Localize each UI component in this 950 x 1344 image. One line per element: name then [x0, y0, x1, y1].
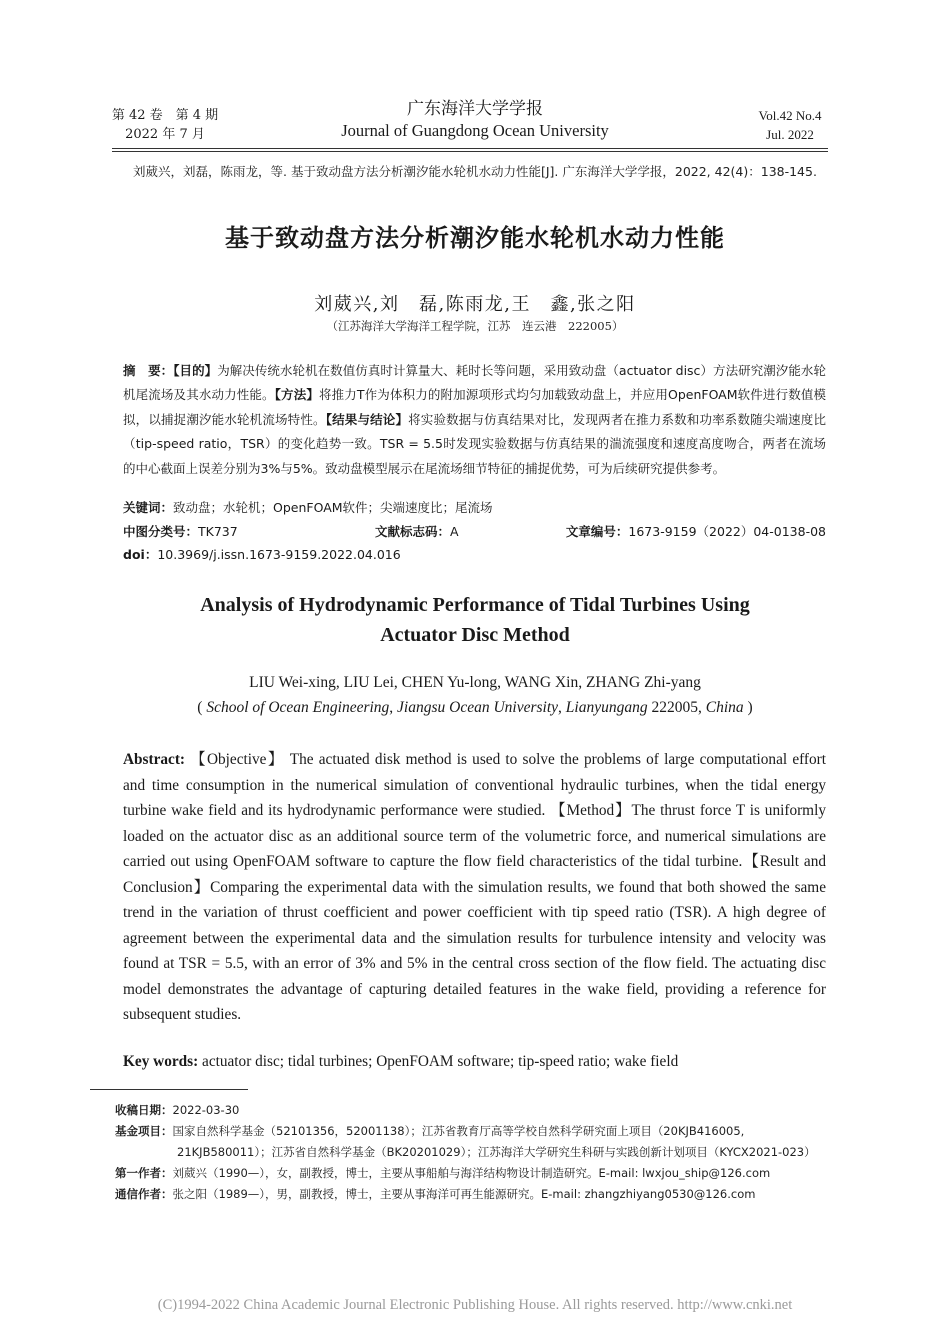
authors-en: LIU Wei-xing, LIU Lei, CHEN Yu-long, WANG Xin, ZHANG Zhi-yang	[249, 674, 701, 691]
volume-issue-en: Vol.42 No.4	[758, 108, 822, 123]
affil-school: School of Ocean Engineering	[206, 699, 390, 716]
text-objective-en: The actuated disk method is used to solve the problems of large computational effort and time consumption in the numerical simulation of conventional hydraulic turbines, when the tidal energy turbine wake field and its hydrodynamic performance were studied.	[123, 751, 827, 819]
keywords-label-en: Key words:	[123, 1053, 199, 1070]
keywords-cn	[123, 497, 826, 519]
issue-info-en	[755, 106, 825, 144]
paper-title-en	[125, 590, 825, 650]
affiliation-cn: （江苏海洋大学海洋工程学院，江苏 连云港 222005）	[326, 319, 624, 333]
footnote-first-author	[115, 1163, 830, 1184]
text-result-cn: 将实验数据与仿真结果对比，发现两者在推力系数和功率系数随尖端速度比（tip-speed ratio，TSR）的变化趋势一致。TSR = 5.5时发现实验数据与仿真结果的湍流强度和速度高度吻合，两者在流场的中心截面上误差分别为3%与5%。致动盘模型展示在尾流场细节特征的捕捉优势，可为后续研究提供参考。	[123, 411, 826, 476]
tag-result-cn: 【结果与结论】	[325, 411, 409, 427]
classification-line	[123, 521, 826, 543]
tag-objective-en: 【Objective】	[190, 751, 285, 768]
doccode-value: A	[450, 524, 459, 539]
affil-city: Lianyungang	[565, 699, 648, 716]
footnote-fund	[115, 1121, 830, 1163]
text-result-en: Comparing the experimental data with the simulation results, we found that both showed the same trend in the variation of thrust coefficient and power coefficient with tip speed ratio (TSR). A high degree of agreement between the experimental data and the simulation results for turbulence intensity and velocity was found at TSR = 5.5, with an error of 3% and 5% in the central cross section of the flow field. The actuating disc model demonstrates the advantage of capturing detailed features in the wake field, providing a reference for subsequent studies.	[123, 878, 826, 1023]
journal-name-en: Journal of Guangdong Ocean University	[341, 121, 609, 140]
tag-method-en: 【Method】	[550, 802, 632, 819]
footnote-received	[115, 1100, 830, 1121]
received-label: 收稿日期：	[115, 1103, 173, 1117]
journal-name-cn: 广东海洋大学学报	[407, 99, 543, 119]
issue-info-cn	[110, 106, 220, 144]
paper-title-en-line1: Analysis of Hydrodynamic Performance of Tidal Turbines Using	[200, 594, 750, 616]
doi-value: 10.3969/j.issn.1673-9159.2022.04.016	[157, 547, 401, 562]
keywords-value-en: actuator disc; tidal turbines; OpenFOAM software; tip-speed ratio; wake field	[202, 1053, 679, 1070]
affil-zip: 222005	[647, 699, 698, 716]
tag-result-en: 【Result and Conclusion】	[123, 853, 826, 896]
authors-cn: 刘葳兴,刘 磊,陈雨龙,王 鑫,张之阳	[314, 294, 636, 315]
abstract-en	[123, 747, 826, 1028]
fund-label: 基金项目：	[115, 1124, 173, 1138]
volume-issue-cn: 第 42 卷 第 4 期	[111, 108, 219, 123]
doi-line	[123, 544, 826, 566]
abstract-label-en: Abstract:	[123, 751, 186, 768]
first-author-label: 第一作者：	[115, 1166, 173, 1180]
first-author-value: 刘葳兴（1990—），女，副教授，博士，主要从事船舶与海洋结构物设计制造研究。E-mail: lwxjou_ship@126.com	[172, 1166, 771, 1180]
fund-line1: 国家自然科学基金（52101356，52001138）；江苏省教育厅高等学校自然科学研究面上项目（20KJB416005,	[172, 1124, 745, 1138]
date-cn: 2022 年 7 月	[125, 127, 205, 142]
corresponding-author-label: 通信作者：	[115, 1187, 173, 1201]
fund-line2: 21KJB580011）；江苏省自然科学基金（BK20201029）；江苏海洋大学研究生科研与实践创新计划项目（KYCX2021-023）	[177, 1145, 816, 1159]
keywords-value-cn: 致动盘；水轮机；OpenFOAM软件；尖端速度比；尾流场	[173, 500, 493, 515]
doccode-label: 文献标志码：	[375, 524, 451, 539]
article-number-label: 文章编号：	[565, 524, 629, 539]
text-method-en: The thrust force T is uniformly loaded on the actuator disc as an additional source term of the volumetric force, and numerical simulations are carried out using OpenFOAM software to capture the flow field characteristics of the tidal turbine.	[123, 802, 826, 870]
header-rule-bottom	[112, 151, 828, 152]
tag-method-cn: 【方法】	[274, 387, 319, 403]
abstract-label-cn: 摘 要：	[123, 363, 174, 378]
abstract-cn	[123, 359, 826, 481]
affil-country: China	[705, 699, 744, 716]
corresponding-author-value: 张之阳（1989—），男，副教授，博士，主要从事海洋可再生能源研究。E-mail: zhangzhiyang0530@126.com	[172, 1187, 756, 1201]
received-value: 2022-03-30	[172, 1103, 240, 1117]
clc-value: TK737	[198, 524, 238, 539]
article-number-value: 1673-9159（2022）04-0138-08	[628, 524, 826, 539]
affiliation-en: ( School of Ocean Engineering, Jiangsu Ocean University, Lianyungang 222005, China )	[197, 699, 753, 716]
tag-objective-cn: 【目的】	[173, 363, 218, 378]
date-en: Jul. 2022	[766, 127, 814, 142]
keywords-label-cn: 关键词：	[123, 500, 174, 515]
text-method-cn: 将推力T作为体积力的附加源项形式均匀加载致动盘上，并应用OpenFOAM软件进行数值模拟，以捕捉潮汐能水轮机流场特性。	[123, 387, 826, 427]
footnote-rule	[90, 1089, 248, 1090]
header-rule-top	[112, 148, 828, 149]
clc-label: 中图分类号：	[123, 524, 199, 539]
affil-university: Jiangsu Ocean University	[397, 699, 559, 716]
keywords-en	[123, 1053, 826, 1071]
doi-label: doi：	[123, 547, 158, 562]
copyright-watermark: (C)1994-2022 China Academic Journal Electronic Publishing House. All rights reserved. http://www.cnki.net	[157, 1297, 793, 1313]
paper-title-cn: 基于致动盘方法分析潮汐能水轮机水动力性能	[225, 224, 725, 252]
citation-line: 刘葳兴，刘磊，陈雨龙，等. 基于致动盘方法分析潮汐能水轮机水动力性能[J]. 广东海洋大学学报，2022, 42(4)：138-145.	[133, 164, 817, 179]
paper-title-en-line2: Actuator Disc Method	[380, 624, 570, 646]
journal-name	[300, 98, 650, 142]
text-objective-cn: 为解决传统水轮机在数值仿真时计算量大、耗时长等问题，采用致动盘（actuator disc）方法研究潮汐能水轮机尾流场及其水动力性能。	[123, 363, 826, 403]
footnote-corresponding-author	[115, 1184, 830, 1205]
